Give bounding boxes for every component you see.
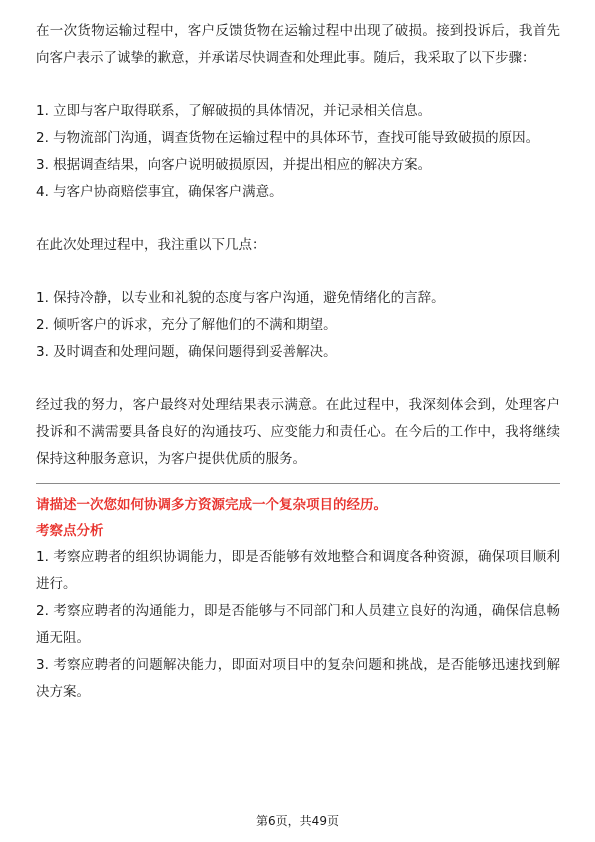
step-item: 3. 根据调查结果，向客户说明破损原因，并提出相应的解决方案。 [36,157,432,173]
focus-point: 2. 倾听客户的诉求，充分了解他们的不满和期望。 [36,317,337,333]
analysis-title: 考察点分析 [36,523,104,539]
step-item: 2. 与物流部门沟通，调查货物在运输过程中的具体环节，查找可能导致破损的原因。 [36,130,540,146]
page-number-footer: 第6页，共49页 [256,814,339,828]
question-heading: 请描述一次您如何协调多方资源完成一个复杂项目的经历。 [36,497,387,513]
step-item: 4. 与客户协商赔偿事宜，确保客户满意。 [36,184,283,200]
focus-point: 3. 及时调查和处理问题，确保问题得到妥善解决。 [36,344,337,360]
analysis-point: 1. 考察应聘者的组织协调能力，即是否能够有效地整合和调度各种资源，确保项目顺利进行。 [36,549,560,592]
page-content [36,18,560,706]
section-divider [36,483,560,484]
spacer [36,72,560,98]
focus-point: 1. 保持冷静，以专业和礼貌的态度与客户沟通，避免情绪化的言辞。 [36,290,445,306]
spacer [36,366,560,392]
conclusion-paragraph: 经过我的努力，客户最终对处理结果表示满意。在此过程中，我深刻体会到，处理客户投诉和不满需要具备良好的沟通技巧、应变能力和责任心。在今后的工作中，我将继续保持这种服务意识，为客户提供优质的服务。 [36,397,560,467]
intro-paragraph: 在一次货物运输过程中，客户反馈货物在运输过程中出现了破损。接到投诉后，我首先向客户表示了诚挚的歉意，并承诺尽快调查和处理此事。随后，我采取了以下步骤： [36,23,560,66]
analysis-point: 3. 考察应聘者的问题解决能力，即面对项目中的复杂问题和挑战，是否能够迅速找到解决方案。 [36,657,560,700]
focus-intro: 在此次处理过程中，我注重以下几点： [36,237,266,253]
spacer [36,206,560,232]
step-item: 1. 立即与客户取得联系，了解破损的具体情况，并记录相关信息。 [36,103,432,119]
analysis-point: 2. 考察应聘者的沟通能力，即是否能够与不同部门和人员建立良好的沟通，确保信息畅通无阻。 [36,603,560,646]
spacer [36,259,560,285]
